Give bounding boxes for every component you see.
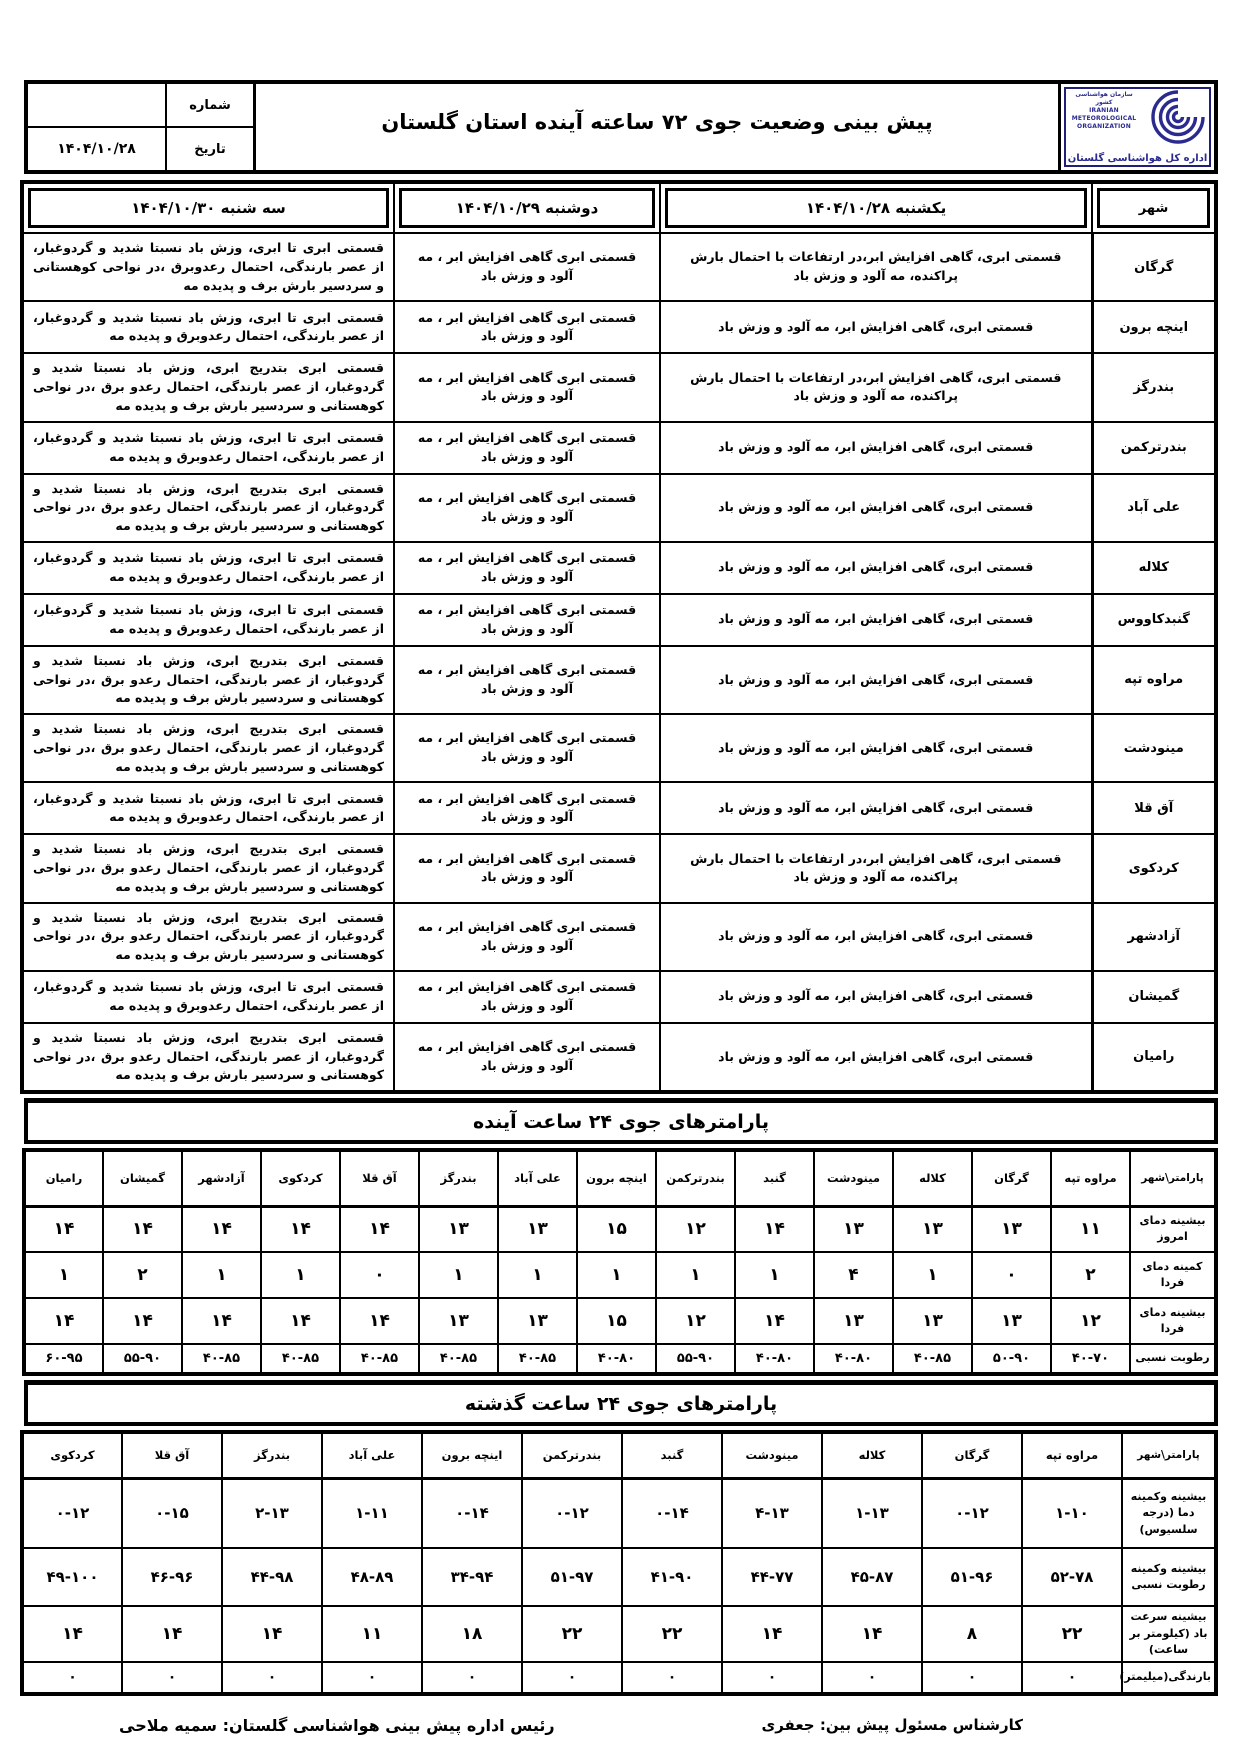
max-wind-speed-value: ۲۲ [522, 1606, 622, 1662]
date-row [28, 128, 253, 170]
city-name: مراوه تپه [1092, 646, 1216, 714]
logo-org-names [1068, 91, 1140, 131]
relative-humidity-value: ۴۰-۸۰ [814, 1344, 893, 1374]
row-max-wind-speed [22, 1606, 1216, 1662]
met-spiral-icon [1150, 89, 1206, 145]
row-min-temp-tomorrow [24, 1252, 1216, 1298]
forecast-row [22, 903, 1216, 971]
max-wind-speed-value: ۱۴ [222, 1606, 322, 1662]
forecast-tuesday: قسمتی ابری بتدریج ابری، وزش باد نسبتا شدید و گردوغبار، از عصر بارندگی، احتمال رعدو برق ،در نواحی کوهستانی و سردسیر بارش برف و پدیده مه [22, 903, 394, 971]
rainfall-value: ۰ [322, 1662, 422, 1694]
forecast-sunday: قسمتی ابری، گاهی افزایش ابر، مه آلود و وزش باد [660, 594, 1092, 646]
forecast-monday: قسمتی ابری گاهی افزایش ابر ، مه آلود و وزش باد [394, 353, 660, 421]
max-temp-today-value: ۱۳ [498, 1206, 577, 1252]
forecast-tuesday: قسمتی ابری بتدریج ابری، وزش باد نسبتا شدید و گردوغبار، از عصر بارندگی، احتمال رعدو برق ،در نواحی کوهستانی و سردسیر بارش برف و پدیده مه [22, 714, 394, 782]
forecast-monday: قسمتی ابری گاهی افزایش ابر ، مه آلود و وزش باد [394, 1023, 660, 1092]
min-temp-tomorrow-value: ۲ [1051, 1252, 1130, 1298]
minmax-temp-value: ۰-۱۴ [622, 1478, 722, 1548]
max-temp-today-value: ۱۴ [261, 1206, 340, 1252]
max-wind-speed-value: ۱۴ [722, 1606, 822, 1662]
forecast-row [22, 233, 1216, 301]
forecast-row [22, 646, 1216, 714]
forecast-row [22, 301, 1216, 353]
min-temp-tomorrow-value: ۱ [735, 1252, 814, 1298]
max-temp-today-value: ۱۴ [24, 1206, 103, 1252]
city-name: اینچه برون [1092, 301, 1216, 353]
future-params-city-row [24, 1150, 1216, 1206]
forecast-table [20, 180, 1218, 1094]
max-temp-tomorrow-value: ۱۴ [182, 1298, 261, 1344]
minmax-temp-value: ۰-۱۵ [122, 1478, 222, 1548]
future-params-city: مینودشت [814, 1150, 893, 1206]
city-name: آزادشهر [1092, 903, 1216, 971]
relative-humidity-value: ۶۰-۹۵ [24, 1344, 103, 1374]
forecast-tuesday: قسمتی ابری بتدریج ابری، وزش باد نسبتا شدید و گردوغبار، از عصر بارندگی، احتمال رعدو برق ،در نواحی کوهستانی و سردسیر بارش برف و پدیده مه [22, 834, 394, 902]
relative-humidity-value: ۴۰-۸۰ [577, 1344, 656, 1374]
past-params-city: گرگان [922, 1432, 1022, 1478]
row-max-temp-tomorrow [24, 1298, 1216, 1344]
page-title: پیش بینی وضعیت جوی ۷۲ ساعته آینده استان گلستان [381, 110, 933, 134]
forecast-sunday: قسمتی ابری، گاهی افزایش ابر، مه آلود و وزش باد [660, 1023, 1092, 1092]
city-name: مینودشت [1092, 714, 1216, 782]
minmax-humidity-value: ۴۹-۱۰۰ [22, 1548, 122, 1606]
city-column-header [1092, 182, 1216, 233]
future-params-city: آزادشهر [182, 1150, 261, 1206]
rainfall-value: ۰ [1022, 1662, 1122, 1694]
weather-bulletin-sheet [24, 80, 1218, 1735]
past-params-city: کردکوی [22, 1432, 122, 1478]
head-signature: رئیس اداره پیش بینی هواشناسی گلستان: سمیه ملاحی [119, 1715, 555, 1735]
forecast-tuesday: قسمتی ابری بتدریج ابری، وزش باد نسبتا شدید و گردوغبار، از عصر بارندگی، احتمال رعدو برق ،در نواحی کوهستانی و سردسیر بارش برف و پدیده مه [22, 1023, 394, 1092]
day-header-sunday [660, 182, 1092, 233]
row-minmax-temp [22, 1478, 1216, 1548]
day-header-monday [394, 182, 660, 233]
max-temp-today-value: ۱۳ [893, 1206, 972, 1252]
relative-humidity-value: ۴۰-۸۵ [893, 1344, 972, 1374]
row-label-minmax-humidity: بیشینه وکمینه رطوبت نسبی [1122, 1548, 1216, 1606]
relative-humidity-value: ۵۰-۹۰ [972, 1344, 1051, 1374]
number-row [28, 84, 253, 128]
future-params-city: رامیان [24, 1150, 103, 1206]
forecast-monday: قسمتی ابری گاهی افزایش ابر ، مه آلود و وزش باد [394, 971, 660, 1023]
day-header-sunday-label: یکشنبه ۱۴۰۴/۱۰/۲۸ [665, 188, 1087, 228]
max-wind-speed-value: ۱۴ [122, 1606, 222, 1662]
rainfall-value: ۰ [22, 1662, 122, 1694]
minmax-temp-value: ۱-۱۰ [1022, 1478, 1122, 1548]
forecast-sunday: قسمتی ابری، گاهی افزایش ابر، مه آلود و وزش باد [660, 971, 1092, 1023]
max-temp-today-value: ۱۳ [419, 1206, 498, 1252]
max-temp-tomorrow-value: ۱۳ [972, 1298, 1051, 1344]
forecaster-signature: کارشناس مسئول پیش بین: جعفری [761, 1715, 1023, 1734]
forecast-sunday: قسمتی ابری، گاهی افزایش ابر، مه آلود و وزش باد [660, 646, 1092, 714]
past-params-city: مینودشت [722, 1432, 822, 1478]
row-minmax-humidity [22, 1548, 1216, 1606]
min-temp-tomorrow-value: ۱ [24, 1252, 103, 1298]
max-temp-today-value: ۱۴ [182, 1206, 261, 1252]
forecast-row [22, 353, 1216, 421]
minmax-temp-value: ۰-۱۲ [922, 1478, 1022, 1548]
org-logo [1058, 84, 1214, 170]
max-temp-today-value: ۱۲ [656, 1206, 735, 1252]
forecast-row [22, 594, 1216, 646]
max-temp-tomorrow-value: ۱۴ [340, 1298, 419, 1344]
row-label-max-temp-tomorrow: بیشینه دمای فردا [1130, 1298, 1216, 1344]
max-wind-speed-value: ۲۲ [622, 1606, 722, 1662]
number-label: شماره [165, 84, 253, 126]
past-params-city: علی آباد [322, 1432, 422, 1478]
forecast-body [22, 233, 1216, 1092]
minmax-humidity-value: ۴۴-۷۷ [722, 1548, 822, 1606]
max-wind-speed-value: ۸ [922, 1606, 1022, 1662]
future-params-city: کردکوی [261, 1150, 340, 1206]
past-params-title: پارامترهای جوی ۲۴ ساعت گذشته [24, 1380, 1218, 1426]
max-temp-tomorrow-value: ۱۴ [261, 1298, 340, 1344]
logo-org-name-fa: سازمان هواشناسی کشور [1075, 91, 1133, 107]
max-temp-tomorrow-value: ۱۴ [103, 1298, 182, 1344]
row-label-min-temp-tomorrow: کمینه دمای فردا [1130, 1252, 1216, 1298]
forecast-tuesday: قسمتی ابری بتدریج ابری، وزش باد نسبتا شدید و گردوغبار، از عصر بارندگی، احتمال رعدو برق ،در نواحی کوهستانی و سردسیر بارش برف و پدیده مه [22, 353, 394, 421]
forecast-sunday: قسمتی ابری، گاهی افزایش ابر،در ارتفاعات با احتمال بارش پراکنده، مه آلود و وزش باد [660, 233, 1092, 301]
forecast-tuesday: قسمتی ابری تا ابری، وزش باد نسبتا شدید و گردوغبار، از عصر بارندگی، احتمال رعدوبرق ،در نواحی کوهستانی و سردسیر بارش برف و پدیده مه [22, 233, 394, 301]
minmax-temp-value: ۴-۱۳ [722, 1478, 822, 1548]
past-params-city: اینچه برون [422, 1432, 522, 1478]
minmax-humidity-value: ۵۱-۹۷ [522, 1548, 622, 1606]
forecast-row [22, 782, 1216, 834]
forecast-monday: قسمتی ابری گاهی افزایش ابر ، مه آلود و وزش باد [394, 646, 660, 714]
max-temp-today-value: ۱۳ [972, 1206, 1051, 1252]
max-temp-tomorrow-value: ۱۳ [893, 1298, 972, 1344]
minmax-humidity-value: ۵۱-۹۶ [922, 1548, 1022, 1606]
past-params-city: کلاله [822, 1432, 922, 1478]
past-params-table [20, 1430, 1218, 1696]
day-header-tuesday-label: سه شنبه ۱۴۰۴/۱۰/۳۰ [28, 188, 389, 228]
forecast-row [22, 422, 1216, 474]
forecast-monday: قسمتی ابری گاهی افزایش ابر ، مه آلود و وزش باد [394, 422, 660, 474]
max-temp-tomorrow-value: ۱۴ [24, 1298, 103, 1344]
past-params-city: گنبد [622, 1432, 722, 1478]
forecast-row [22, 542, 1216, 594]
number-value [28, 84, 165, 126]
max-temp-tomorrow-value: ۱۳ [498, 1298, 577, 1344]
min-temp-tomorrow-value: ۱ [577, 1252, 656, 1298]
minmax-humidity-value: ۴۵-۸۷ [822, 1548, 922, 1606]
past-params-city: بندرترکمن [522, 1432, 622, 1478]
forecast-monday: قسمتی ابری گاهی افزایش ابر ، مه آلود و وزش باد [394, 782, 660, 834]
past-params-city-row [22, 1432, 1216, 1478]
max-temp-tomorrow-value: ۱۲ [1051, 1298, 1130, 1344]
forecast-monday: قسمتی ابری گاهی افزایش ابر ، مه آلود و وزش باد [394, 474, 660, 542]
row-relative-humidity [24, 1344, 1216, 1374]
relative-humidity-value: ۴۰-۸۵ [182, 1344, 261, 1374]
past-params-city: آق قلا [122, 1432, 222, 1478]
forecast-monday: قسمتی ابری گاهی افزایش ابر ، مه آلود و وزش باد [394, 714, 660, 782]
row-label-rainfall: بارندگی(میلیمتر) [1122, 1662, 1216, 1694]
row-label-relative-humidity: رطوبت نسبی [1130, 1344, 1216, 1374]
minmax-humidity-value: ۴۶-۹۶ [122, 1548, 222, 1606]
city-name: گرگان [1092, 233, 1216, 301]
future-params-city: آق قلا [340, 1150, 419, 1206]
min-temp-tomorrow-value: ۱ [261, 1252, 340, 1298]
forecast-tuesday: قسمتی ابری تا ابری، وزش باد نسبتا شدید و گردوغبار، از عصر بارندگی، احتمال رعدوبرق و پدیده مه [22, 301, 394, 353]
minmax-humidity-value: ۵۲-۷۸ [1022, 1548, 1122, 1606]
min-temp-tomorrow-value: ۱ [656, 1252, 735, 1298]
max-wind-speed-value: ۱۸ [422, 1606, 522, 1662]
future-params-city: مراوه تپه [1051, 1150, 1130, 1206]
max-wind-speed-value: ۲۲ [1022, 1606, 1122, 1662]
future-params-city: بندرگز [419, 1150, 498, 1206]
forecast-monday: قسمتی ابری گاهی افزایش ابر ، مه آلود و وزش باد [394, 594, 660, 646]
minmax-humidity-value: ۳۴-۹۴ [422, 1548, 522, 1606]
minmax-humidity-value: ۴۸-۸۹ [322, 1548, 422, 1606]
minmax-temp-value: ۰-۱۲ [22, 1478, 122, 1548]
min-temp-tomorrow-value: ۱ [498, 1252, 577, 1298]
signatures [24, 1716, 1218, 1735]
minmax-temp-value: ۰-۱۲ [522, 1478, 622, 1548]
date-label: تاریخ [165, 128, 253, 170]
max-temp-tomorrow-value: ۱۲ [656, 1298, 735, 1344]
future-params-city: اینچه برون [577, 1150, 656, 1206]
forecast-sunday: قسمتی ابری، گاهی افزایش ابر، مه آلود و وزش باد [660, 474, 1092, 542]
past-params-city: بندرگز [222, 1432, 322, 1478]
minmax-temp-value: ۱-۱۱ [322, 1478, 422, 1548]
minmax-temp-value: ۱-۱۳ [822, 1478, 922, 1548]
forecast-tuesday: قسمتی ابری تا ابری، وزش باد نسبتا شدید و گردوغبار، از عصر بارندگی، احتمال رعدوبرق و پدیده مه [22, 422, 394, 474]
row-rainfall [22, 1662, 1216, 1694]
future-params-table [22, 1148, 1218, 1376]
future-params-city: علی آباد [498, 1150, 577, 1206]
city-name: گنبدکاووس [1092, 594, 1216, 646]
city-header-label: شهر [1097, 188, 1210, 228]
forecast-monday: قسمتی ابری گاهی افزایش ابر ، مه آلود و وزش باد [394, 233, 660, 301]
forecast-row [22, 834, 1216, 902]
relative-humidity-value: ۴۰-۸۵ [261, 1344, 340, 1374]
max-temp-today-value: ۱۴ [103, 1206, 182, 1252]
future-params-city: گرگان [972, 1150, 1051, 1206]
min-temp-tomorrow-value: ۲ [103, 1252, 182, 1298]
forecast-tuesday: قسمتی ابری تا ابری، وزش باد نسبتا شدید و گردوغبار، از عصر بارندگی، احتمال رعدوبرق و پدیده مه [22, 542, 394, 594]
number-date-box [28, 84, 256, 170]
rainfall-value: ۰ [822, 1662, 922, 1694]
max-temp-today-value: ۱۳ [814, 1206, 893, 1252]
future-params-city: گمیشان [103, 1150, 182, 1206]
past-params-corner-label: پارامتر\شهر [1122, 1432, 1216, 1478]
minmax-humidity-value: ۴۴-۹۸ [222, 1548, 322, 1606]
forecast-sunday: قسمتی ابری، گاهی افزایش ابر، مه آلود و وزش باد [660, 903, 1092, 971]
forecast-sunday: قسمتی ابری، گاهی افزایش ابر، مه آلود و وزش باد [660, 714, 1092, 782]
max-temp-today-value: ۱۵ [577, 1206, 656, 1252]
forecast-sunday: قسمتی ابری، گاهی افزایش ابر، مه آلود و وزش باد [660, 301, 1092, 353]
city-name: بندرگز [1092, 353, 1216, 421]
future-params-city: بندرترکمن [656, 1150, 735, 1206]
relative-humidity-value: ۴۰-۸۰ [735, 1344, 814, 1374]
min-temp-tomorrow-value: ۰ [340, 1252, 419, 1298]
logo-office-name: اداره کل هواشناسی گلستان [1067, 153, 1208, 164]
forecast-header-row [22, 182, 1216, 233]
rainfall-value: ۰ [422, 1662, 522, 1694]
future-params-city: گنبد [735, 1150, 814, 1206]
city-name: کلاله [1092, 542, 1216, 594]
future-params-title: پارامترهای جوی ۲۴ ساعت آینده [24, 1098, 1218, 1144]
forecast-sunday: قسمتی ابری، گاهی افزایش ابر، مه آلود و وزش باد [660, 422, 1092, 474]
max-temp-tomorrow-value: ۱۴ [735, 1298, 814, 1344]
forecast-monday: قسمتی ابری گاهی افزایش ابر ، مه آلود و وزش باد [394, 903, 660, 971]
row-max-temp-today [24, 1206, 1216, 1252]
forecast-tuesday: قسمتی ابری بتدریج ابری، وزش باد نسبتا شدید و گردوغبار، از عصر بارندگی، احتمال رعدو برق ،در نواحی کوهستانی و سردسیر بارش برف و پدیده مه [22, 646, 394, 714]
city-name: بندرترکمن [1092, 422, 1216, 474]
relative-humidity-value: ۴۰-۸۵ [498, 1344, 577, 1374]
relative-humidity-value: ۴۰-۷۰ [1051, 1344, 1130, 1374]
forecast-tuesday: قسمتی ابری تا ابری، وزش باد نسبتا شدید و گردوغبار، از عصر بارندگی، احتمال رعدوبرق و پدیده مه [22, 594, 394, 646]
max-temp-tomorrow-value: ۱۳ [814, 1298, 893, 1344]
forecast-sunday: قسمتی ابری، گاهی افزایش ابر،در ارتفاعات با احتمال بارش پراکنده، مه آلود و وزش باد [660, 834, 1092, 902]
forecast-sunday: قسمتی ابری، گاهی افزایش ابر، مه آلود و وزش باد [660, 542, 1092, 594]
minmax-humidity-value: ۴۱-۹۰ [622, 1548, 722, 1606]
max-wind-speed-value: ۱۴ [822, 1606, 922, 1662]
forecast-tuesday: قسمتی ابری تا ابری، وزش باد نسبتا شدید و گردوغبار، از عصر بارندگی، احتمال رعدوبرق و پدیده مه [22, 971, 394, 1023]
forecast-row [22, 714, 1216, 782]
relative-humidity-value: ۴۰-۸۵ [340, 1344, 419, 1374]
minmax-temp-value: ۲-۱۳ [222, 1478, 322, 1548]
city-name: آق قلا [1092, 782, 1216, 834]
relative-humidity-value: ۴۰-۸۵ [419, 1344, 498, 1374]
forecast-tuesday: قسمتی ابری بتدریج ابری، وزش باد نسبتا شدید و گردوغبار، از عصر بارندگی، احتمال رعدو برق ،در نواحی کوهستانی و سردسیر بارش برف و پدیده مه [22, 474, 394, 542]
forecast-monday: قسمتی ابری گاهی افزایش ابر ، مه آلود و وزش باد [394, 834, 660, 902]
row-label-minmax-temp: بیشینه وکمینه دما (درجه سلسیوس) [1122, 1478, 1216, 1548]
city-name: گمیشان [1092, 971, 1216, 1023]
min-temp-tomorrow-value: ۰ [972, 1252, 1051, 1298]
min-temp-tomorrow-value: ۱ [893, 1252, 972, 1298]
max-temp-tomorrow-value: ۱۳ [419, 1298, 498, 1344]
max-wind-speed-value: ۱۱ [322, 1606, 422, 1662]
date-value: ۱۴۰۴/۱۰/۲۸ [57, 141, 136, 157]
forecast-sunday: قسمتی ابری، گاهی افزایش ابر، مه آلود و وزش باد [660, 782, 1092, 834]
city-name: رامیان [1092, 1023, 1216, 1092]
relative-humidity-value: ۵۵-۹۰ [103, 1344, 182, 1374]
city-name: علی آباد [1092, 474, 1216, 542]
forecast-monday: قسمتی ابری گاهی افزایش ابر ، مه آلود و وزش باد [394, 301, 660, 353]
day-header-monday-label: دوشنبه ۱۴۰۴/۱۰/۲۹ [399, 188, 655, 228]
min-temp-tomorrow-value: ۱ [419, 1252, 498, 1298]
past-params-city: مراوه تپه [1022, 1432, 1122, 1478]
forecast-monday: قسمتی ابری گاهی افزایش ابر ، مه آلود و وزش باد [394, 542, 660, 594]
max-temp-today-value: ۱۴ [340, 1206, 419, 1252]
rainfall-value: ۰ [522, 1662, 622, 1694]
rainfall-value: ۰ [222, 1662, 322, 1694]
minmax-temp-value: ۰-۱۴ [422, 1478, 522, 1548]
forecast-row [22, 1023, 1216, 1092]
rainfall-value: ۰ [622, 1662, 722, 1694]
forecast-sunday: قسمتی ابری، گاهی افزایش ابر،در ارتفاعات با احتمال بارش پراکنده، مه آلود و وزش باد [660, 353, 1092, 421]
forecast-tuesday: قسمتی ابری تا ابری، وزش باد نسبتا شدید و گردوغبار، از عصر بارندگی، احتمال رعدوبرق و پدیده مه [22, 782, 394, 834]
max-temp-today-value: ۱۴ [735, 1206, 814, 1252]
min-temp-tomorrow-value: ۴ [814, 1252, 893, 1298]
min-temp-tomorrow-value: ۱ [182, 1252, 261, 1298]
future-params-city: کلاله [893, 1150, 972, 1206]
rainfall-value: ۰ [922, 1662, 1022, 1694]
rainfall-value: ۰ [722, 1662, 822, 1694]
logo-org-name-en: IRANIAN METEOROLOGICAL ORGANIZATION [1071, 107, 1137, 131]
future-params-corner-label: پارامتر\شهر [1130, 1150, 1216, 1206]
max-wind-speed-value: ۱۴ [22, 1606, 122, 1662]
city-name: کردکوی [1092, 834, 1216, 902]
max-temp-tomorrow-value: ۱۵ [577, 1298, 656, 1344]
document-header [24, 80, 1218, 174]
relative-humidity-value: ۵۵-۹۰ [656, 1344, 735, 1374]
row-label-max-temp-today: بیشینه دمای امروز [1130, 1206, 1216, 1252]
row-label-max-wind-speed: بیشینه سرعت باد (کیلومتر بر ساعت) [1122, 1606, 1216, 1662]
rainfall-value: ۰ [122, 1662, 222, 1694]
day-header-tuesday [22, 182, 394, 233]
max-temp-today-value: ۱۱ [1051, 1206, 1130, 1252]
forecast-row [22, 474, 1216, 542]
forecast-row [22, 971, 1216, 1023]
